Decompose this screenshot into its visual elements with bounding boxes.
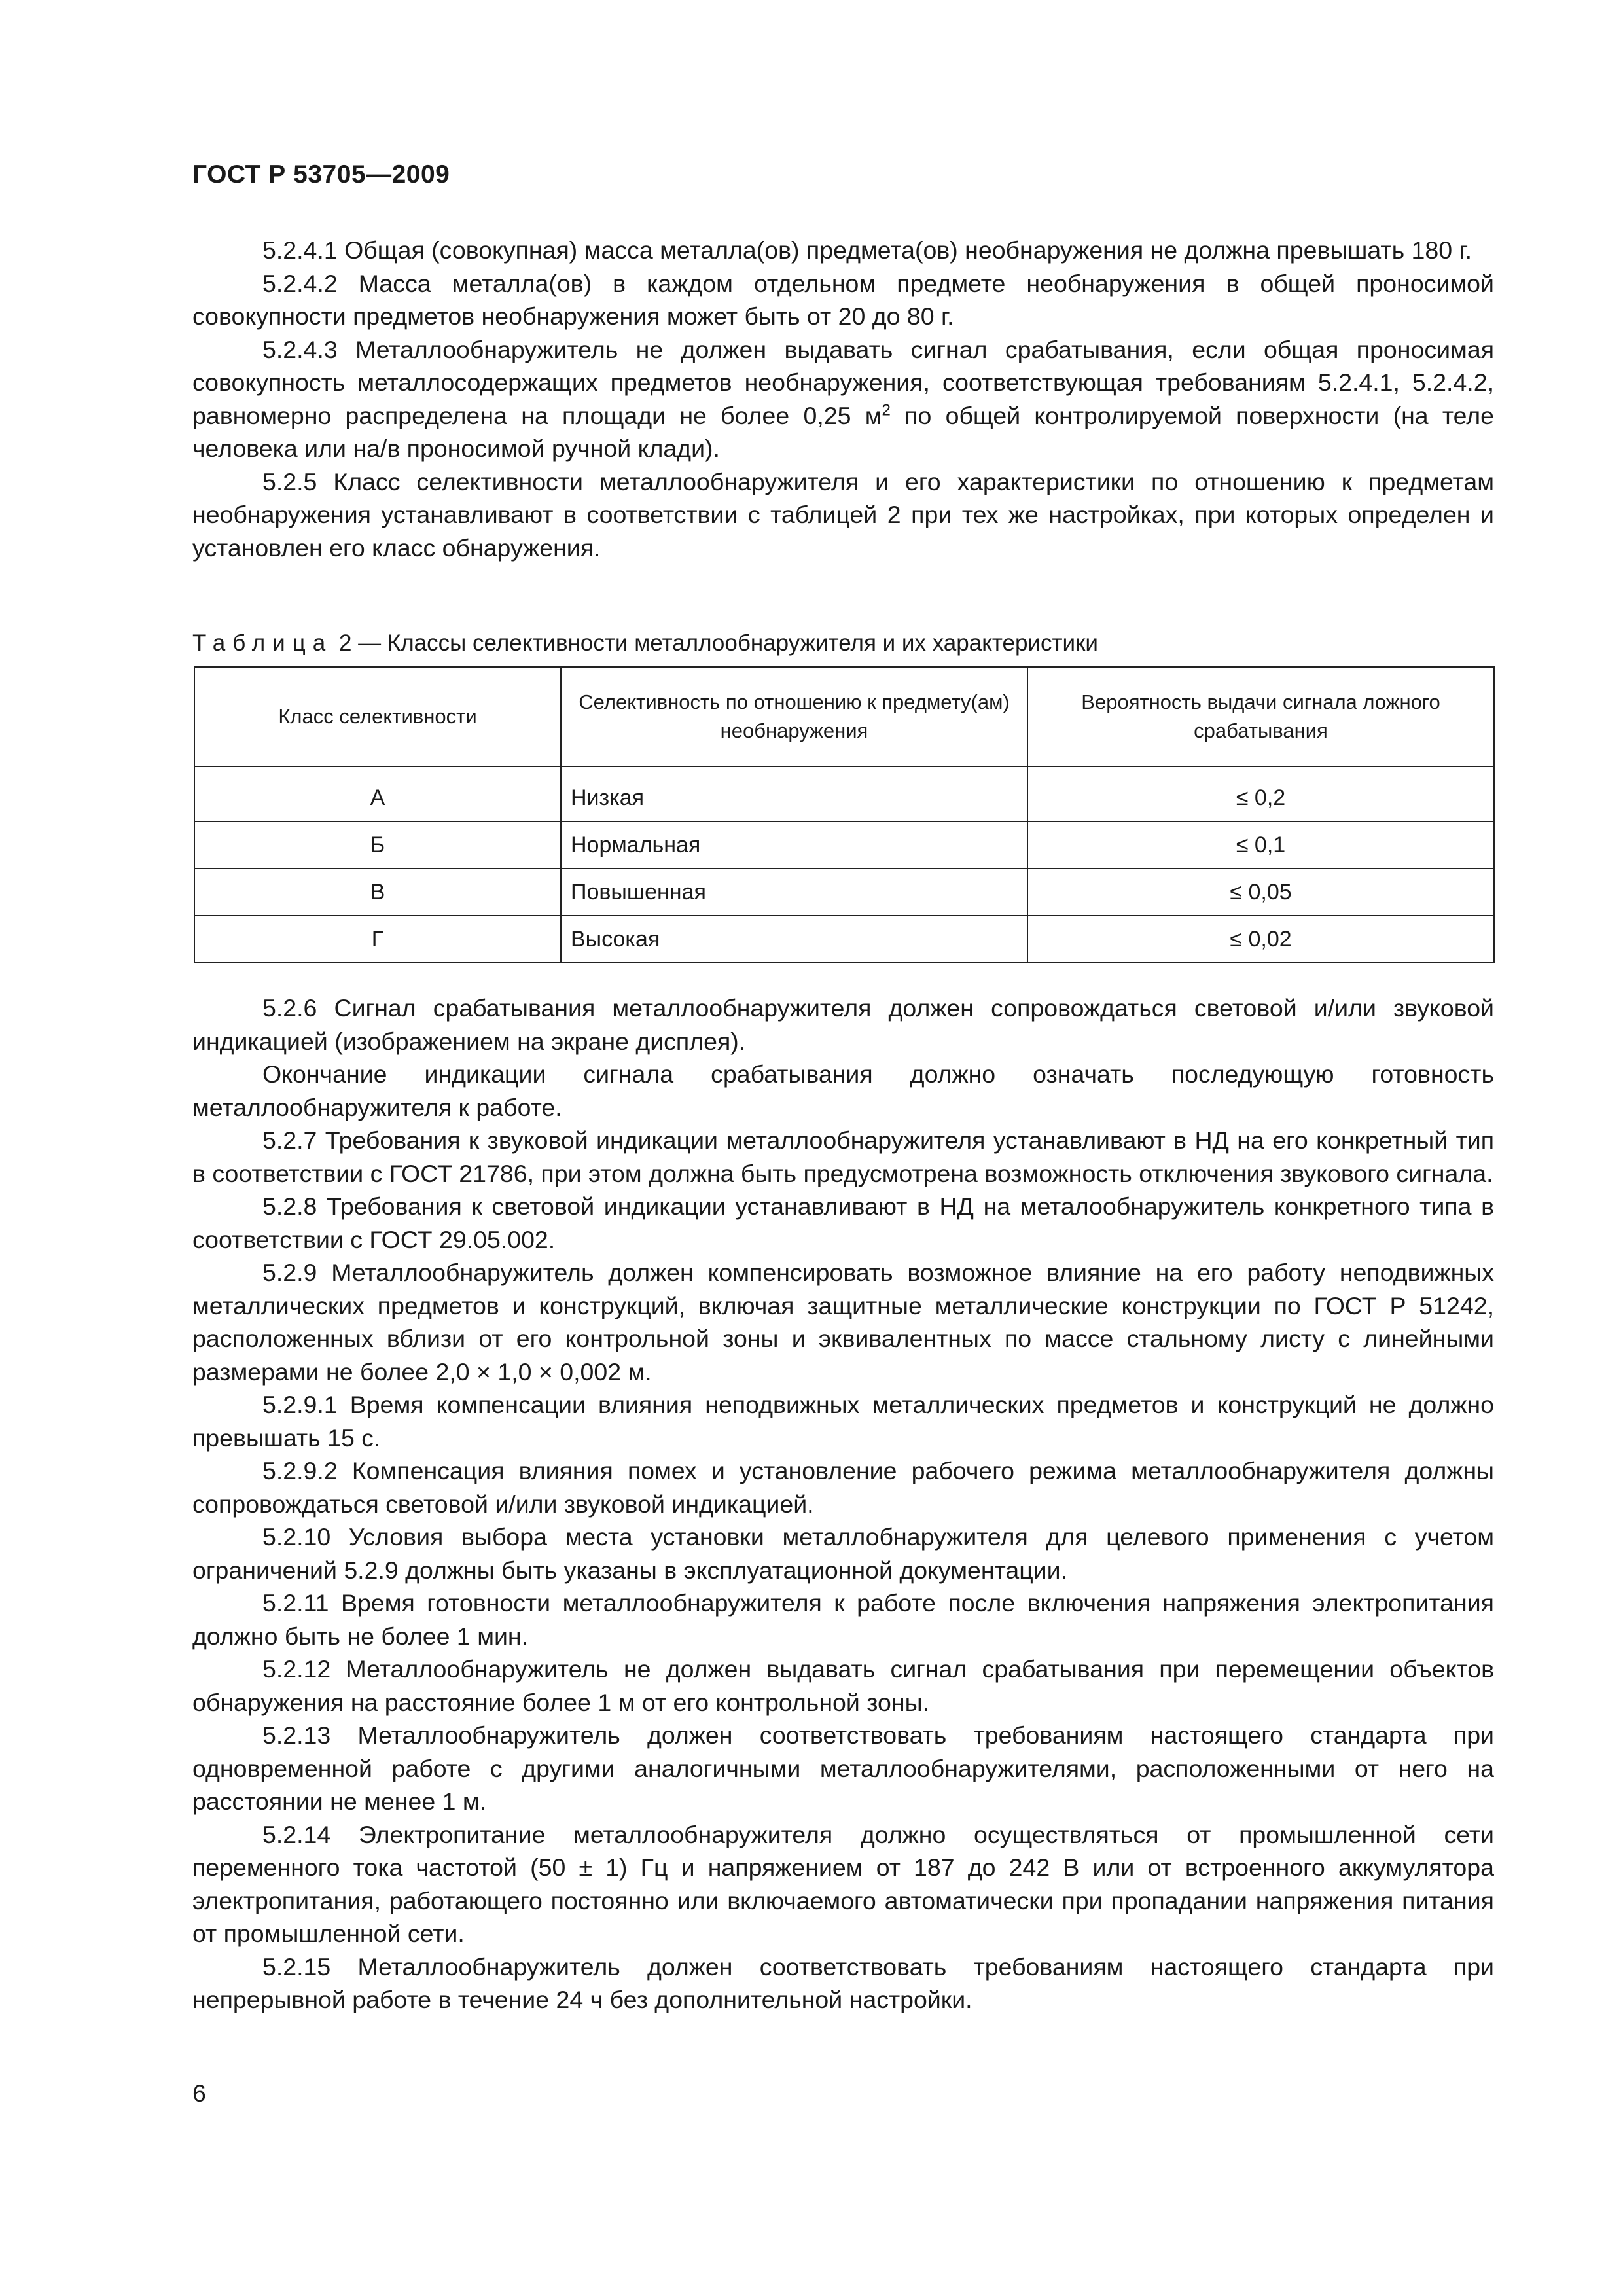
table-cell-probability: ≤ 0,2 (1027, 766, 1494, 821)
paragraph-5-2-4-3 (192, 333, 1494, 465)
table-cell-probability: ≤ 0,02 (1027, 916, 1494, 963)
table-row (194, 766, 1494, 821)
paragraph-5-2-9: 5.2.9 Металлообнаружитель должен компенсировать возможное влияние на его работу неподвижных металлических предметов и конструкций, включая защитные металлические конструкции по ГОСТ Р 51242, расположенных вблизи от его контрольной зоны и эквивалентных по массе стальному листу с линейными размерами не более 2,0 × 1,0 × 0,002 м. (192, 1259, 1494, 1386)
paragraph-5-2-14: 5.2.14 Электропитание металлообнаружителя должно осуществляться от промышленной сети переменного тока частотой (50 ± 1) Гц и напряжением от 187 до 242 В или от встроенного аккумулятора электропитания, работающего постоянно или включаемого автоматически при пропадании напряжения питания от промышленной сети. (192, 1820, 1494, 1947)
header-selectivity: Селективность по отношению к предмету(ам) необнаружения (561, 667, 1027, 766)
table-cell-probability: ≤ 0,05 (1027, 869, 1494, 916)
top-text-block (192, 234, 1494, 564)
table-cell-class: Г (194, 916, 561, 963)
header-selectivity-class: Класс селективности (194, 667, 561, 766)
paragraph-5-2-9-2: 5.2.9.2 Компенсация влияния помех и установление рабочего режима металлообнаружителя должны сопровождаться световой и/или звуковой индикацией. (192, 1457, 1494, 1518)
table-header-row (194, 667, 1494, 766)
bottom-text-block (192, 992, 1494, 2017)
paragraph-5-2-12: 5.2.12 Металлообнаружитель не должен выдавать сигнал срабатывания при перемещении объектов обнаружения на расстояние более 1 м от его контрольной зоны. (192, 1655, 1494, 1716)
paragraph-indication-end: Окончание индикации сигнала срабатывания должно означать последующую готовность металлообнаружителя к работе. (192, 1060, 1494, 1121)
paragraph-5-2-15: 5.2.15 Металлообнаружитель должен соответствовать требованиям настоящего стандарта при непрерывной работе в течение 24 ч без дополнительной настройки. (192, 1952, 1494, 2013)
paragraph-5-2-7: 5.2.7 Требования к звуковой индикации металлообнаружителя устанавливают в НД на его конкретный тип в соответствии с ГОСТ 21786, при этом должна быть предусмотрена возможность отключения звукового сигнала. (192, 1126, 1494, 1187)
table-caption (192, 627, 1098, 660)
paragraph-5-2-4-2: 5.2.4.2 Масса металла(ов) в каждом отдельном предмете необнаружения в общей проносимой совокупности предметов необнаружения может быть от 20 до 80 г. (192, 269, 1494, 330)
paragraph-5-2-4-3-tail: по общей контролируемой поверхности (на теле человека или на/в проносимой ручной клади). (192, 401, 1494, 462)
paragraph-5-2-6: 5.2.6 Сигнал срабатывания металлообнаружителя должен сопровождаться световой и/или звуковой индикацией (изображением на экране дисплея). (192, 994, 1494, 1055)
table-cell-class: В (194, 869, 561, 916)
page-number: 6 (192, 2079, 206, 2107)
table-cell-selectivity: Нормальная (561, 821, 1027, 869)
superscript-squared: 2 (882, 401, 891, 419)
document-header: ГОСТ Р 53705—2009 (192, 160, 450, 188)
table-row (194, 821, 1494, 869)
paragraph-5-2-5: 5.2.5 Класс селективности металлообнаружителя и его характеристики по отношению к предметам необнаружения устанавливают в соответствии с таблицей 2 при тех же настройках, при которых определен и установлен его класс обнаружения. (192, 467, 1494, 562)
paragraph-5-2-13: 5.2.13 Металлообнаружитель должен соответствовать требованиям настоящего стандарта при одновременной работе с другими аналогичными металлообнаружителями, расположенными от него на расстоянии не менее 1 м. (192, 1721, 1494, 1815)
table-cell-probability: ≤ 0,1 (1027, 821, 1494, 869)
table-cell-class: Б (194, 821, 561, 869)
paragraph-5-2-4-3-text: 5.2.4.3 Металлообнаружитель не должен выдавать сигнал срабатывания, если общая проносимая совокупность металлосодержащих предметов необнаружения, соответствующая требованиям 5.2.4.1, 5.2.4.2, равномерно распределена на площади не более 0,25 м (192, 335, 1494, 429)
table-row (194, 916, 1494, 963)
table-cell-selectivity: Низкая (561, 766, 1027, 821)
table-caption-text: 2 — Классы селективности металлообнаружителя и их характеристики (332, 630, 1098, 656)
paragraph-5-2-9-1: 5.2.9.1 Время компенсации влияния неподвижных металлических предметов и конструкций не должно превышать 15 с. (192, 1391, 1494, 1452)
table-cell-class: А (194, 766, 561, 821)
table-cell-selectivity: Повышенная (561, 869, 1027, 916)
paragraph-5-2-8: 5.2.8 Требования к световой индикации устанавливают в НД на металообнаружитель конкретного типа в соответствии с ГОСТ 29.05.002. (192, 1193, 1494, 1253)
selectivity-table (194, 666, 1495, 963)
table-row (194, 869, 1494, 916)
table-cell-selectivity: Высокая (561, 916, 1027, 963)
paragraph-5-2-11: 5.2.11 Время готовности металлообнаружителя к работе после включения напряжения электропитания должно быть не более 1 мин. (192, 1589, 1494, 1650)
paragraph-5-2-10: 5.2.10 Условия выбора места установки металлобнаружителя для целевого применения с учетом ограничений 5.2.9 должны быть указаны в эксплуатационной документации. (192, 1523, 1494, 1584)
paragraph-5-2-4-1: 5.2.4.1 Общая (совокупная) масса металла(ов) предмета(ов) необнаружения не должна превышать 180 г. (262, 236, 1472, 264)
table-caption-prefix: Таблица (192, 630, 333, 656)
header-false-alarm-probability: Вероятность выдачи сигнала ложного срабатывания (1027, 667, 1494, 766)
